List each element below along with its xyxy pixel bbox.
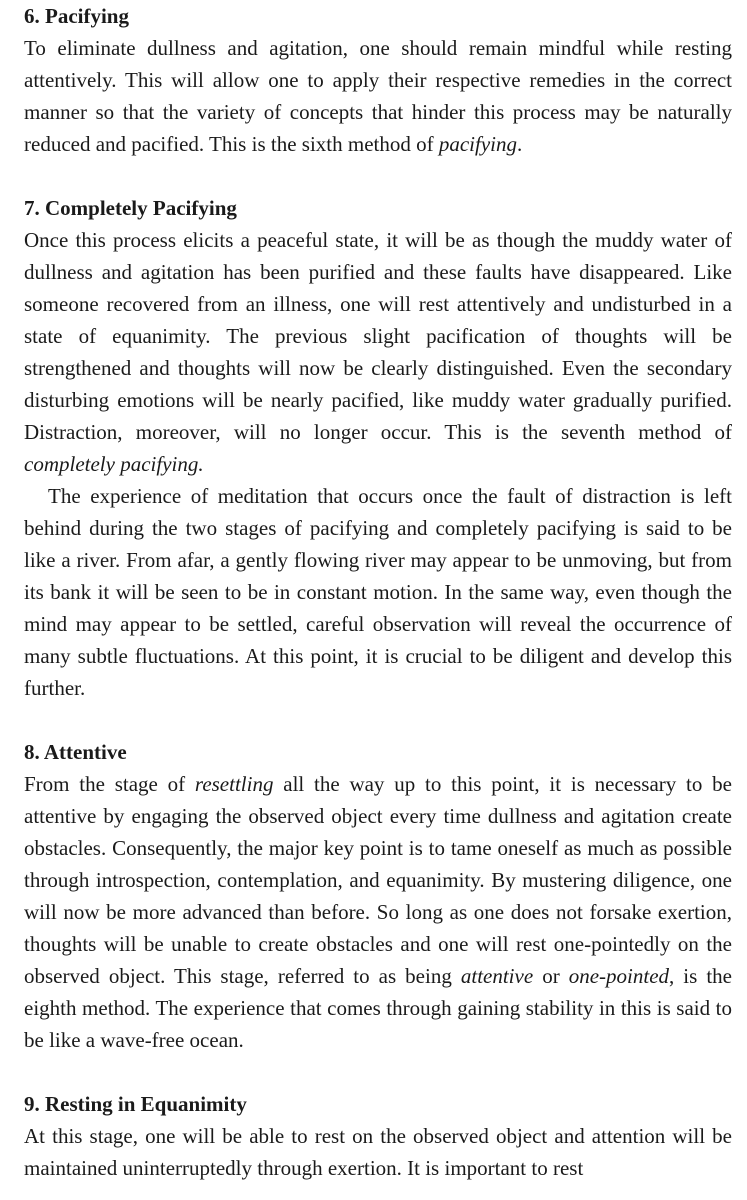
paragraph: From the stage of resettling all the way up to this point, it is necessary to be attentive by engaging the observed object every time dullness and agitation create obstacles. Consequently, the major key point is to tame oneself as much as possible through introspection, contemplation, and equanimity. By mustering diligence, one will now be more advanced than before. So long as one does not forsake exertion, thoughts will be unable to create obstacles and one will rest one-pointedly on the observed object. This stage, referred to as being attentive or one-pointed, is the eighth method. The experience that comes through gaining stability in this is said to be like a wave-free ocean. [24, 772, 732, 1052]
section-heading: 8. Attentive [24, 740, 127, 764]
paragraph: The experience of meditation that occurs once the fault of distraction is left behind during the two stages of pacifying and completely pacifying is said to be like a river. From afar, a gently flowing river may appear to be unmoving, but from its bank it will be seen to be in constant motion. In the same way, even though the mind may appear to be settled, careful observation will reveal the occurrence of many subtle fluctuations. At this point, it is crucial to be diligent and develop this further. [24, 484, 732, 700]
section-completely-pacifying [24, 192, 732, 704]
paragraph: At this stage, one will be able to rest on the observed object and attention will be maintained uninterruptedly through exertion. It is important to rest [24, 1124, 732, 1180]
section-attentive [24, 736, 732, 1056]
section-heading: 7. Completely Pacifying [24, 196, 237, 220]
section-spacer [24, 704, 732, 736]
paragraph: Once this process elicits a peaceful state, it will be as though the muddy water of dullness and agitation has been purified and these faults have disappeared. Like someone recovered from an illness, one will rest attentively and undisturbed in a state of equanimity. The previous slight pacification of thoughts will be strengthened and thoughts will now be clearly distinguished. Even the secondary disturbing emotions will be nearly pacified, like muddy water gradually purified. Distraction, moreover, will no longer occur. This is the seventh method of completely pacifying. [24, 228, 732, 476]
paragraph: To eliminate dullness and agitation, one should remain mindful while resting attentively. This will allow one to apply their respective remedies in the correct manner so that the variety of concepts that hinder this process may be naturally reduced and pacified. This is the sixth method of pacifying. [24, 36, 732, 156]
section-heading: 9. Resting in Equanimity [24, 1092, 247, 1116]
section-pacifying [24, 0, 732, 160]
section-heading: 6. Pacifying [24, 4, 129, 28]
section-spacer [24, 1056, 732, 1088]
section-resting-in-equanimity [24, 1088, 732, 1184]
document-page [24, 0, 732, 1184]
section-spacer [24, 160, 732, 192]
